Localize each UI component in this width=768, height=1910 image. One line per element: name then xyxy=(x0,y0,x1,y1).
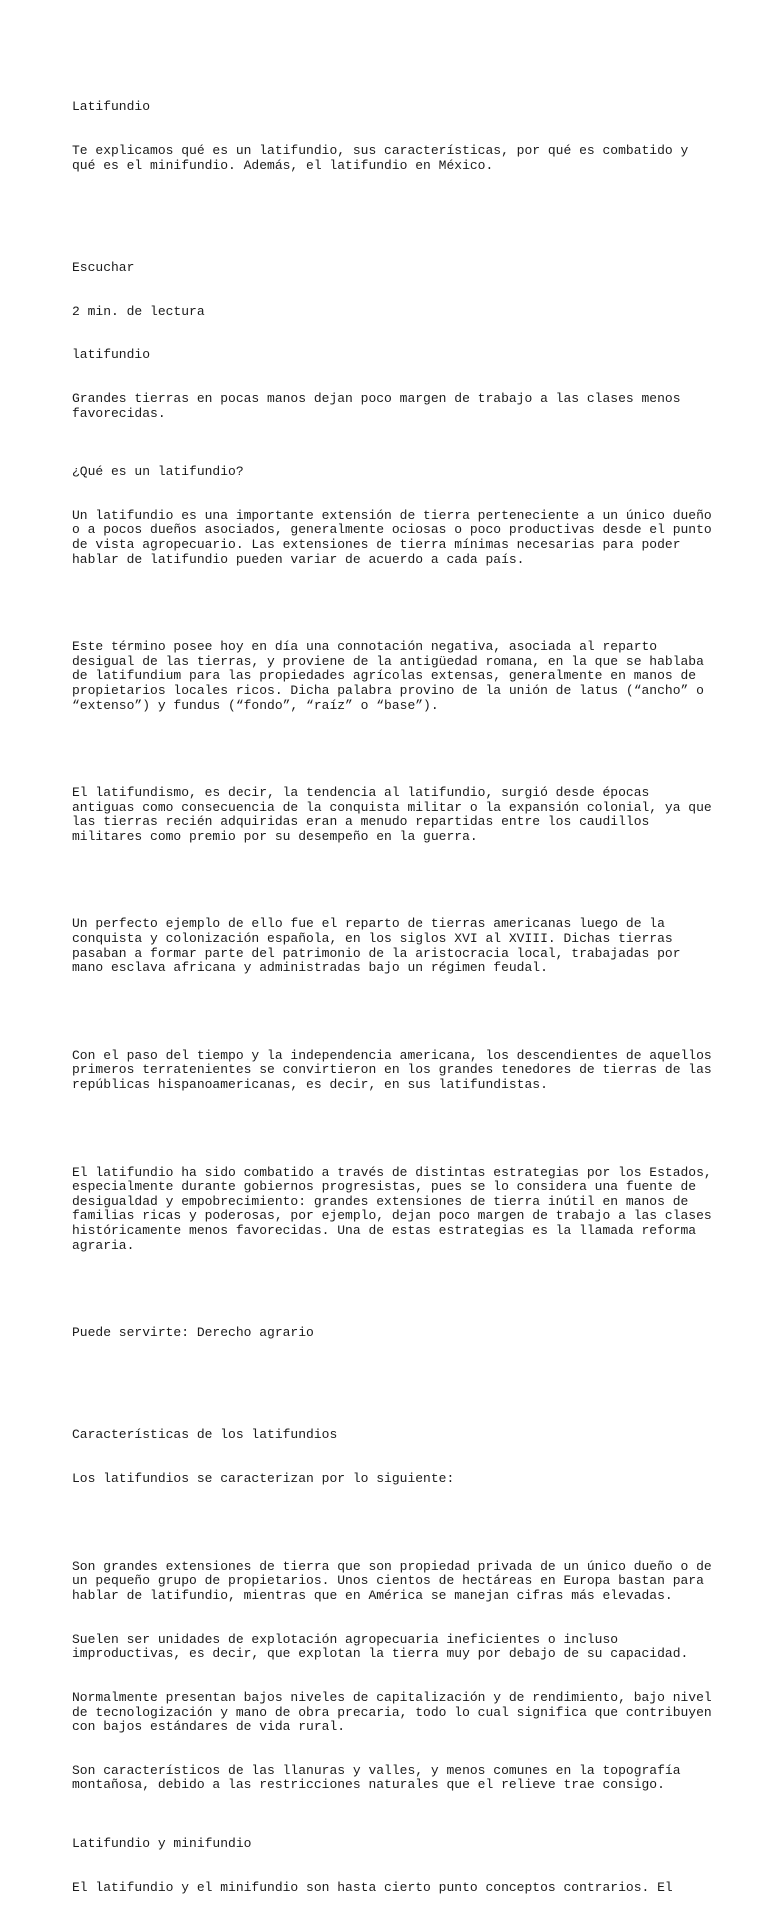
paragraph: El latifundismo, es decir, la tendencia al latifundio, surgió desde épocas antiguas como consecuencia de la conquista militar o la expansión colonial, ya que las tierras recién adquiridas eran a menudo repartidas entre los caudillos militares como premio por su desempeño en la guerra. xyxy=(72,785,720,844)
feature-item: Son característicos de las llanuras y valles, y menos comunes en la topografía montañosa, debido a las restricciones naturales que el relieve trae consigo. xyxy=(72,1762,689,1793)
listen-link[interactable]: Escuchar xyxy=(72,259,135,275)
spacer xyxy=(72,1516,712,1531)
section-heading-features: Características de los latifundios xyxy=(72,1427,338,1443)
features-intro: Los latifundios se caracterizan por lo siguiente: xyxy=(72,1471,455,1486)
feature-item: Normalmente presentan bajos niveles de capitalización y de rendimiento, bajo nivel de tecnologización y mano de obra precaria, todo lo cual significa que contribuyen con bajos estándares de vida rural. xyxy=(72,1689,720,1735)
image-label: latifundio xyxy=(72,347,151,363)
paragraph: Un perfecto ejemplo de ello fue el reparto de tierras americanas luego de la conquista y colonización española, en los siglos XVI al XVIII. Dichas tierras pasaban a formar parte del patrimonio de la aristocracia local, trabajadas por mano esclava africana y administradas bajo un régimen feudal. xyxy=(72,916,689,976)
reading-time: 2 min. de lectura xyxy=(72,303,205,319)
document-intro: Te explicamos qué es un latifundio, sus características, por qué es combatido y qué es el minifundio. Además, el latifundio en México. xyxy=(72,142,697,173)
paragraph: El latifundio ha sido combatido a través de distintas estrategias por los Estados, especialmente durante gobiernos progresistas, pues se lo considera una fuente de desigualdad y empobrecimiento: grandes extensiones de tierra inútil en manos de familias ricas y poderosas, por ejemplo, dejan poco margen de trabajo a las clases históricamente menos favorecidas. Una de estas estrategias es la llamada reforma agraria. xyxy=(72,1164,720,1253)
paragraph: El latifundio y el minifundio son hasta cierto punto conceptos contrarios. El xyxy=(72,1879,673,1895)
feature-item: Son grandes extensiones de tierra que son propiedad privada de un único dueño o de un pequeño grupo de propietarios. Unos cientos de hectáreas en Europa bastan para hablar de latifundio, mientras que en América se manejan cifras más elevadas. xyxy=(72,1558,720,1603)
image-caption: Grandes tierras en pocas manos dejan poco margen de trabajo a las clases menos favorecidas. xyxy=(72,391,689,421)
see-also-link[interactable]: Puede servirte: Derecho agrario xyxy=(72,1325,314,1341)
paragraph: Este término posee hoy en día una connotación negativa, asociada al reparto desigual de las tierras, y proviene de la antigüedad romana, en la que se hablaba de latifundium para las propiedades agrícolas extensas, generalmente en manos de propietarios locales ricos. Dicha palabra provino de la unión de latus (“ancho” o “extenso”) y fundus (“fondo”, “raíz” o “base”). xyxy=(72,639,712,713)
spacer xyxy=(72,202,712,217)
spacer xyxy=(72,596,712,611)
paragraph: Un latifundio es una importante extensión de tierra perteneciente a un único dueño o a pocos dueños asociados, generalmente ociosas o poco productivas desde el punto de vista agropecuario. Las extensiones de tierra mínimas necesarias para poder hablar de latifundio pueden variar de acuerdo a cada país. xyxy=(72,507,720,567)
paragraph: Con el paso del tiempo y la independencia americana, los descendientes de aquellos primeros terratenientes se convirtieron en los grandes tenedores de tierras de las repúblicas hispanoamericanas, es decir, en sus latifundistas. xyxy=(72,1047,720,1092)
document-title: Latifundio xyxy=(72,99,151,115)
section-heading-what: ¿Qué es un latifundio? xyxy=(72,464,244,480)
spacer xyxy=(72,742,712,757)
section-heading-minifundio: Latifundio y minifundio xyxy=(72,1835,252,1851)
document-body xyxy=(72,71,720,1910)
spacer xyxy=(72,1005,712,1020)
spacer xyxy=(72,1122,712,1137)
spacer xyxy=(72,1282,712,1297)
spacer xyxy=(72,1370,712,1385)
spacer xyxy=(72,874,712,889)
feature-item: Suelen ser unidades de explotación agropecuaria ineficientes o incluso improductivas, es decir, que explotan la tierra muy por debajo de su capacidad. xyxy=(72,1631,689,1662)
